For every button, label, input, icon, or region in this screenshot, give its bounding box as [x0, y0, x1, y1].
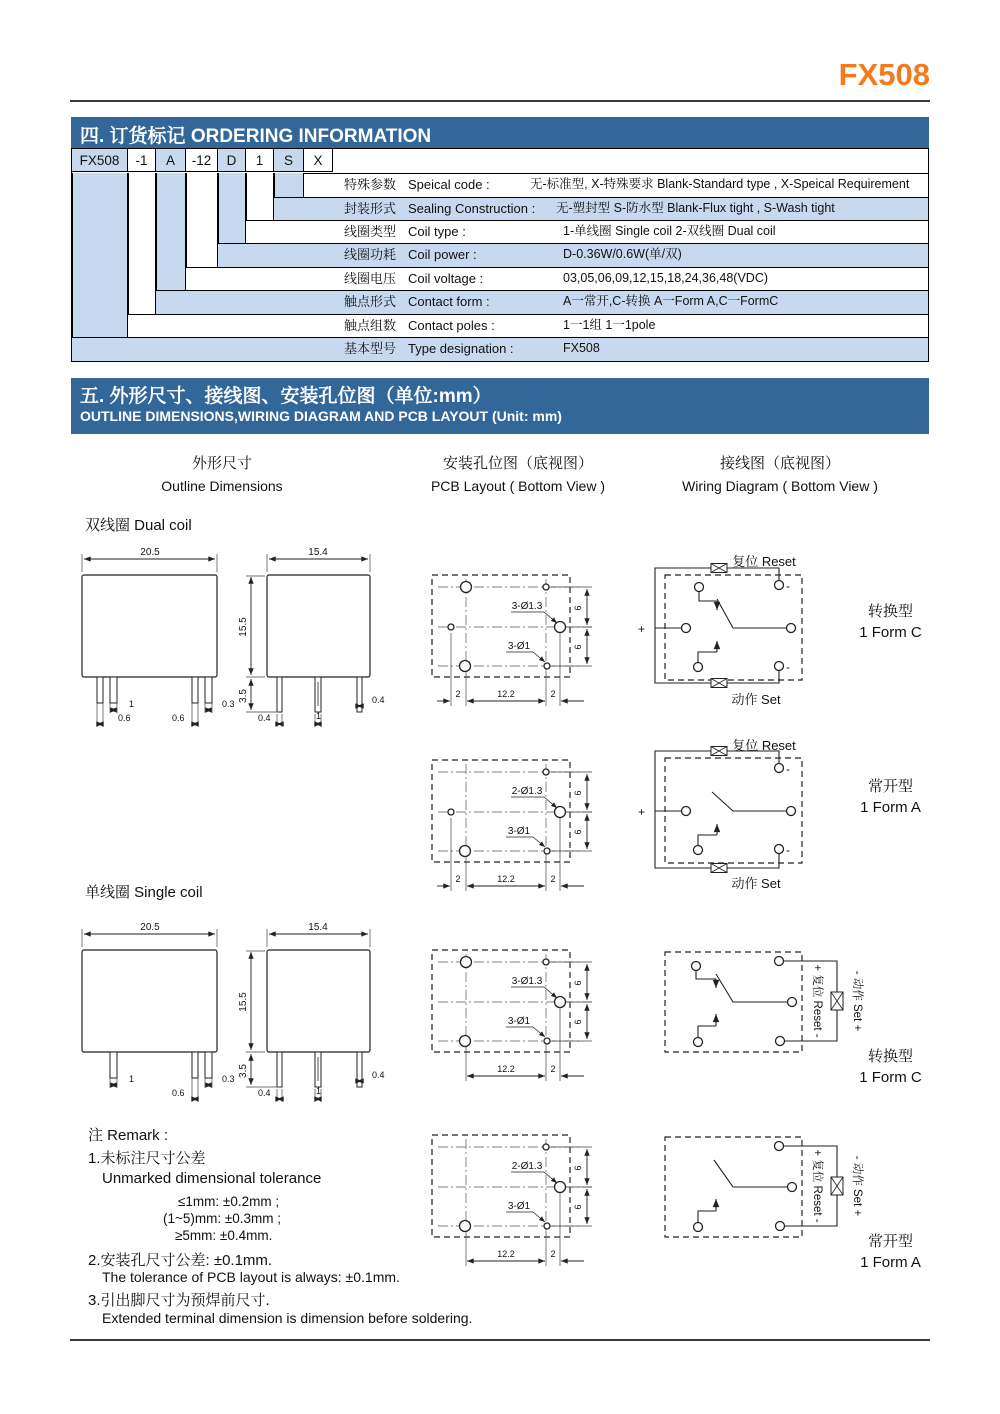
svg-text:+: +: [638, 805, 646, 819]
wiring-single-form-a: [665, 1137, 865, 1237]
row-label-en: Speical code :: [408, 177, 490, 192]
code-cell-poles: -1: [128, 149, 156, 172]
svg-text:15.5: 15.5: [238, 617, 249, 637]
svg-text:0.6: 0.6: [172, 1088, 185, 1098]
svg-text:20.5: 20.5: [140, 547, 160, 558]
svg-text:3-Ø1.3: 3-Ø1.3: [511, 601, 543, 612]
svg-text:15.4: 15.4: [308, 547, 328, 558]
code-cell-power: D: [218, 149, 246, 172]
row-label-cn: 线圈功耗: [344, 247, 397, 262]
row-value: 无-塑封型 S-防水型 Blank-Flux tight , S-Wash tight: [556, 201, 835, 215]
row-label-en: Type designation :: [408, 341, 514, 356]
row-label-cn: 触点形式: [344, 294, 397, 309]
row-label-cn: 封装形式: [344, 201, 397, 216]
svg-text:20.5: 20.5: [140, 922, 160, 933]
svg-text:3.5: 3.5: [238, 689, 249, 703]
svg-text:2-Ø1.3: 2-Ø1.3: [511, 786, 543, 797]
svg-text:0.4: 0.4: [372, 695, 385, 705]
form-type-label: [828, 1231, 953, 1273]
remark-1-en: Unmarked dimensional tolerance: [102, 1170, 322, 1187]
svg-text:3.5: 3.5: [238, 1064, 249, 1078]
svg-text:6: 6: [573, 980, 583, 986]
remark-2-cn: 2.安装孔尺寸公差: ±0.1mm.: [88, 1252, 273, 1269]
svg-text:15.4: 15.4: [308, 922, 328, 933]
row-label-en: Coil type :: [408, 224, 466, 239]
remark-2-en: The tolerance of PCB layout is always: ±0.1mm.: [102, 1269, 400, 1285]
svg-text:15.5: 15.5: [238, 992, 249, 1012]
svg-text:0.4: 0.4: [258, 713, 271, 723]
svg-text:1: 1: [316, 711, 322, 721]
row-label-cn: 基本型号: [344, 341, 397, 356]
row-value: D-0.36W/0.6W(单/双): [563, 247, 682, 261]
reset-coil-label: 复位 Reset: [732, 554, 796, 569]
set-coil-label: 动作 Set: [731, 692, 781, 707]
row-label-en: Coil power :: [408, 247, 477, 262]
svg-text:0.6: 0.6: [118, 713, 131, 723]
svg-text:12.2: 12.2: [497, 874, 515, 884]
svg-text:2: 2: [550, 689, 556, 699]
form-type-label: [828, 601, 953, 643]
svg-text:3-Ø1: 3-Ø1: [507, 641, 531, 652]
wiring-dual-form-a: [638, 747, 802, 873]
remark-3-cn: 3.引出脚尺寸为预焊前尺寸.: [88, 1292, 270, 1309]
tolerance-line-2: (1~5)mm: ±0.3mm ;: [163, 1211, 282, 1226]
column-header-wiring-en: Wiring Diagram ( Bottom View ): [682, 478, 878, 494]
svg-text:2: 2: [550, 874, 556, 884]
dual-coil-label: 双线圈 Dual coil: [85, 517, 192, 534]
single-outline-side: [238, 922, 385, 1102]
dual-outline-front: [82, 547, 235, 727]
svg-text:1: 1: [129, 699, 135, 709]
column-header-outline-cn: 外形尺寸: [191, 455, 252, 472]
svg-text:3-Ø1: 3-Ø1: [507, 1201, 531, 1212]
svg-text:+: +: [638, 622, 646, 636]
code-cell-voltage: -12: [186, 149, 218, 172]
svg-text:2: 2: [550, 1249, 556, 1259]
ordering-section-title: 四. 订货标记 ORDERING INFORMATION: [80, 126, 432, 147]
row-value: 1-单线圈 Single coil 2-双线圈 Dual coil: [563, 224, 776, 238]
form-c-en: 1 Form C: [859, 624, 922, 641]
row-label-en: Contact poles :: [408, 318, 495, 333]
svg-text:2-Ø1.3: 2-Ø1.3: [511, 1161, 543, 1172]
row-value: 03,05,06,09,12,15,18,24,36,48(VDC): [563, 271, 769, 285]
form-a-en: 1 Form A: [860, 799, 921, 816]
svg-text:12.2: 12.2: [497, 689, 515, 699]
code-cell-coil: 1: [246, 149, 274, 172]
dual-outline-side: [238, 547, 385, 727]
svg-text:-: -: [786, 762, 790, 776]
row-label-cn: 线圈类型: [344, 224, 397, 239]
svg-text:1: 1: [129, 1074, 135, 1084]
svg-text:12.2: 12.2: [497, 1064, 515, 1074]
svg-text:6: 6: [573, 829, 583, 835]
single-coil-label: 单线圈 Single coil: [85, 884, 203, 901]
svg-text:6: 6: [573, 605, 583, 611]
bottom-rule: [70, 1339, 930, 1341]
row-label-cn: 触点组数: [344, 318, 397, 333]
column-header-wiring-cn: 接线图（底视图）: [719, 455, 840, 472]
remark-1-cn: 1.未标注尺寸公差: [88, 1150, 206, 1167]
code-cell-form: A: [156, 149, 186, 172]
reset-coil-label: 复位 Reset: [732, 738, 796, 753]
form-a-en: 1 Form A: [860, 1254, 921, 1271]
code-cell-sealing: S: [274, 149, 304, 172]
svg-text:6: 6: [573, 1165, 583, 1171]
svg-text:0.3: 0.3: [222, 699, 235, 709]
svg-text:+ 复位 Reset -: + 复位 Reset -: [811, 1149, 823, 1223]
form-c-cn: 转换型: [867, 1048, 913, 1065]
column-header-pcb-cn: 安装孔位图（底视图）: [442, 455, 593, 472]
row-value: 1一1组 1一1pole: [563, 318, 656, 332]
wiring-dual-form-c: [638, 564, 802, 688]
svg-text:+ 复位 Reset -: + 复位 Reset -: [811, 964, 823, 1038]
svg-text:0.4: 0.4: [372, 1070, 385, 1080]
svg-text:2: 2: [455, 874, 461, 884]
wiring-single-form-c: [665, 952, 865, 1052]
svg-text:- 动作 Set +: - 动作 Set +: [851, 970, 863, 1032]
row-value: 无-标准型, X-特殊要求 Blank-Standard type , X-Speical Requirement: [530, 177, 910, 191]
row-label-cn: 特殊参数: [344, 177, 397, 192]
svg-text:2: 2: [455, 689, 461, 699]
form-type-label: [828, 1046, 953, 1088]
svg-text:6: 6: [573, 1204, 583, 1210]
svg-text:3-Ø1.3: 3-Ø1.3: [511, 976, 543, 987]
svg-text:0.3: 0.3: [222, 1074, 235, 1084]
code-cell-special: X: [304, 149, 333, 172]
svg-text:6: 6: [573, 1019, 583, 1025]
row-label-en: Sealing Construction :: [408, 201, 536, 216]
row-label-en: Contact form :: [408, 294, 490, 309]
svg-text:0.6: 0.6: [172, 713, 185, 723]
remark-title: 注 Remark :: [88, 1127, 169, 1144]
svg-text:12.2: 12.2: [497, 1249, 515, 1259]
svg-text:3-Ø1: 3-Ø1: [507, 826, 531, 837]
set-coil-label: 动作 Set: [731, 876, 781, 891]
page-title: FX508: [838, 57, 930, 92]
tolerance-line-3: ≥5mm: ±0.4mm.: [175, 1228, 273, 1243]
row-label-cn: 线圈电压: [344, 271, 397, 286]
tolerance-line-1: ≤1mm: ±0.2mm ;: [178, 1194, 280, 1209]
pcb-layout-dual-form-c: [432, 575, 592, 706]
svg-text:6: 6: [573, 644, 583, 650]
pcb-layout-single-form-a: [432, 1135, 592, 1266]
form-a-cn: 常开型: [867, 1233, 913, 1250]
pcb-layout-dual-form-a: [432, 760, 592, 891]
svg-text:-: -: [786, 660, 790, 674]
code-cell-type: FX508: [72, 149, 128, 172]
svg-text:3-Ø1: 3-Ø1: [507, 1016, 531, 1027]
row-label-en: Coil voltage :: [408, 271, 484, 286]
pcb-layout-single-form-c: [432, 950, 592, 1081]
single-outline-front: [82, 922, 235, 1102]
form-c-en: 1 Form C: [859, 1069, 922, 1086]
row-value: A一常开,C-转换 A一Form A,C一FormC: [563, 294, 779, 308]
row-value: FX508: [563, 341, 600, 355]
svg-text:0.4: 0.4: [258, 1088, 271, 1098]
svg-text:6: 6: [573, 790, 583, 796]
remark-3-en: Extended terminal dimension is dimension before soldering.: [102, 1310, 473, 1326]
svg-text:-: -: [786, 579, 790, 593]
outline-section-title-en: OUTLINE DIMENSIONS,WIRING DIAGRAM AND PCB LAYOUT (Unit: mm): [80, 408, 562, 424]
outline-section-title-cn: 五. 外形尺寸、接线图、安装孔位图（单位:mm）: [80, 386, 492, 407]
svg-text:- 动作 Set +: - 动作 Set +: [851, 1155, 863, 1217]
svg-text:-: -: [786, 843, 790, 857]
svg-text:1: 1: [316, 1086, 322, 1096]
column-header-pcb-en: PCB Layout ( Bottom View ): [430, 478, 606, 494]
form-c-cn: 转换型: [867, 603, 913, 620]
form-a-cn: 常开型: [867, 778, 913, 795]
form-type-label: [828, 776, 953, 818]
column-header-outline-en: Outline Dimensions: [161, 478, 283, 494]
svg-text:2: 2: [550, 1064, 556, 1074]
